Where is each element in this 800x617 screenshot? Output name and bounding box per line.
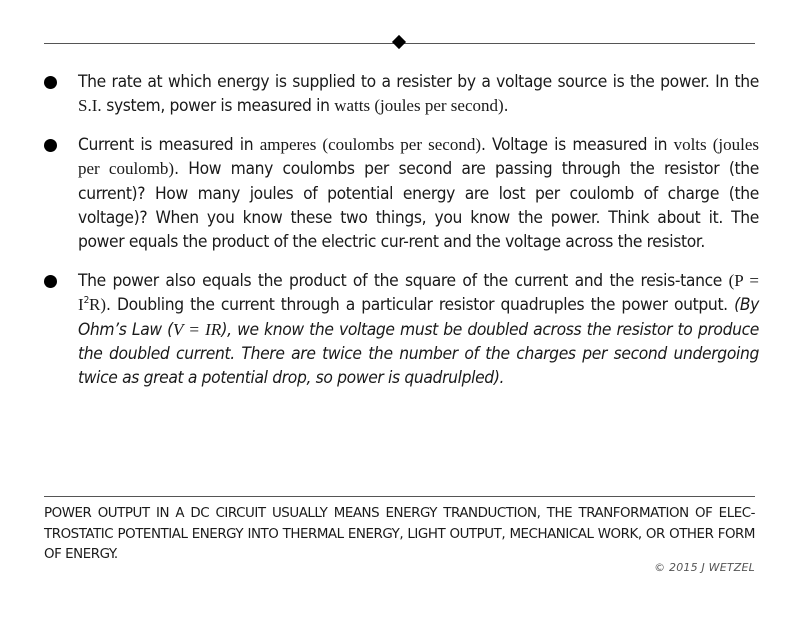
text-segment: The rate at which energy is supplied to a resister by a voltage source is the power. In the	[78, 72, 759, 92]
text-segment: ), we know the voltage must be doubled across the resistor to produce the doubled current. There are twice the number of the charges per second undergoing twice as great a potential drop, so power is quadrulpled).	[78, 319, 760, 389]
text-segment: (By Ohm’s Law (	[78, 295, 759, 340]
footnote-divider	[44, 496, 755, 497]
text-segment: (P = I	[78, 270, 759, 315]
text-segment: .	[503, 96, 509, 117]
text-segment: Current is measured in	[78, 134, 260, 155]
bullet-item-power-definition	[44, 70, 759, 119]
text-segment: The power also equals the product of the square of the current and the resis-tance	[78, 270, 729, 291]
text-segment: 2	[83, 295, 90, 307]
bullet-dot-icon	[44, 275, 57, 288]
text-segment: . Doubling the current through a particular resistor quadruples the power output.	[106, 295, 735, 316]
text-segment: R)	[89, 295, 107, 315]
text-segment: system, power is measured in	[101, 96, 335, 117]
copyright: © 2015 J WETZEL	[654, 561, 755, 574]
text-segment: S.I.	[78, 96, 102, 116]
bullet-text	[78, 133, 759, 255]
diamond-icon	[392, 35, 406, 49]
text-segment: . How many coulombs per second are passing through the resistor (the current)? How many joules of potential energy are lost per coulomb of charge (the voltage)? When you know these two things, you know the power. Think about it. The power equals the product of the electric cur-rent and the voltage across the resistor.	[78, 159, 759, 253]
text-segment: V = IR	[172, 319, 222, 339]
bullet-text	[78, 269, 759, 391]
bullet-item-i-squared-r	[44, 269, 759, 391]
footnote: POWER OUTPUT IN A DC CIRCUIT USUALLY MEANS ENERGY TRANDUCTION, THE TRANFORMATION OF ELEC-TROSTATIC POTENTIAL ENERGY INTO THERMAL ENERGY, LIGHT OUTPUT, MECHANICAL WORK, OR OTHER FORM OF ENERGY.	[44, 506, 755, 562]
bullet-dot-icon	[44, 139, 57, 152]
text-segment: volts (joules per coulomb)	[78, 134, 759, 179]
text-segment: watts (joules per second)	[334, 96, 504, 116]
bullet-dot-icon	[44, 76, 57, 89]
text-segment: . Voltage is measured in	[480, 134, 674, 155]
text-segment: amperes (coulombs per second)	[259, 134, 481, 154]
bullet-text	[78, 70, 759, 119]
bullet-list	[44, 70, 759, 405]
bullet-item-current-voltage	[44, 133, 759, 255]
